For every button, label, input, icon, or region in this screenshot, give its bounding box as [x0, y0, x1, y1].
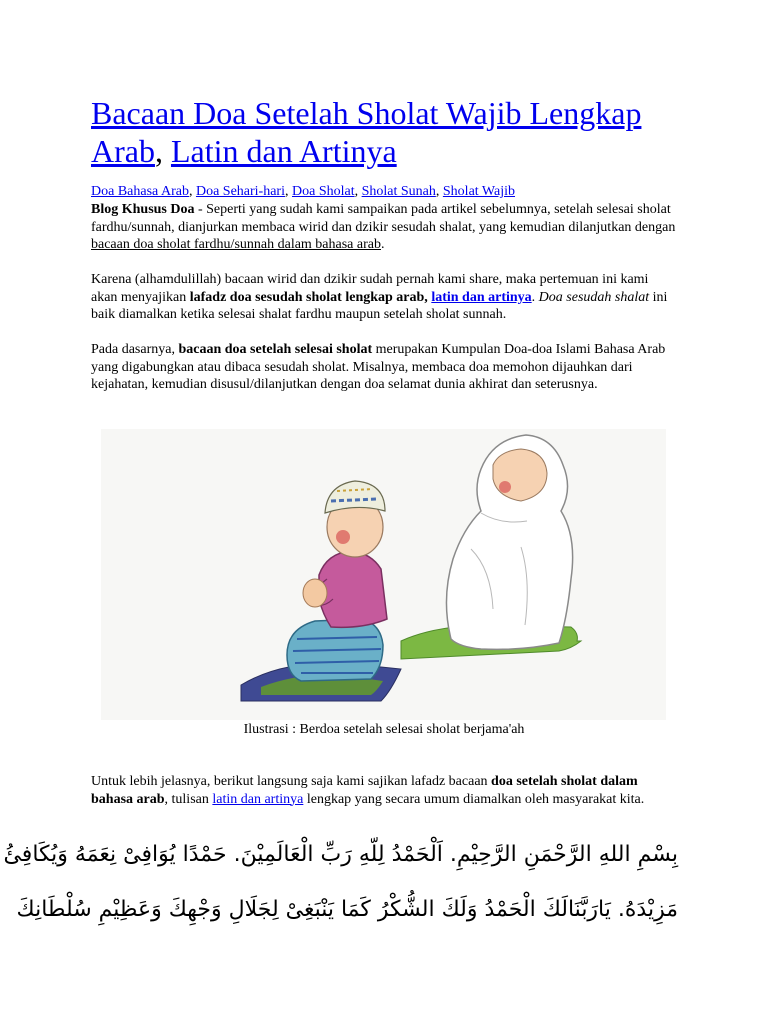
category-sep: ,: [285, 184, 292, 199]
title-link-latin[interactable]: Latin dan Artinya: [170, 133, 397, 169]
article-title: [91, 94, 691, 170]
illustration-praying-children: [101, 429, 666, 720]
category-doa-sehari-hari[interactable]: Doa Sehari-hari: [195, 184, 285, 199]
second-paragraph: [91, 271, 676, 324]
p3-text-1: Pada dasarnya,: [91, 342, 179, 357]
p4-bold-phrase: doa setelah sholat dalam bahasa arab: [91, 774, 638, 807]
p4-text-3: lengkap yang secara umum diamalkan oleh masyarakat kita.: [303, 791, 645, 807]
p2-text-1: Karena (alhamdulillah) bacaan wirid dan dzikir sudah pernah kami share, maka pertemuan ini kami akan menyajikan: [91, 272, 649, 305]
illustration-drawing: [101, 429, 666, 720]
title-link-arab[interactable]: Bacaan Doa Setelah Sholat Wajib Lengkap Arab: [91, 95, 642, 169]
category-doa-bahasa-arab[interactable]: Doa Bahasa Arab: [91, 184, 189, 199]
arabic-prayer-line-1: بِسْمِ اللهِ الرَّحْمَنِ الرَّحِيْمِ. اَلْحَمْدُ لِلّهِ رَبِّ الْعَالَمِيْنَ. حَمْدًا يُوَافِىْ نِعَمَهُ وَيُكَافِئُ: [3, 842, 678, 867]
p4-text-1: Untuk lebih jelasnya, berikut langsung saja kami sajikan lafadz bacaan: [91, 774, 492, 789]
p2-bold-phrase: lafadz doa sesudah sholat lengkap arab,: [189, 289, 428, 305]
title-separator: ,: [154, 133, 171, 169]
category-sholat-sunah[interactable]: Sholat Sunah: [361, 184, 436, 199]
arabic-prayer-line-2: مَزِيْدَهُ. يَارَبَّنَالَكَ الْحَمْدُ وَلَكَ الشُّكْرُ كَمَا يَنْبَغِىْ لِجَلَالِ وَجْهِكَ وَعَظِيْمِ سُلْطَانِكَ: [16, 897, 678, 922]
blog-name: Blog Khusus Doa: [91, 202, 195, 217]
category-sholat-wajib[interactable]: Sholat Wajib: [442, 184, 516, 199]
p2-dot: .: [531, 289, 539, 305]
p4-latin-link[interactable]: latin dan artinya: [212, 791, 304, 807]
category-sep: ,: [354, 184, 362, 199]
p2-latin-link[interactable]: latin dan artinya: [431, 289, 532, 305]
p2-text-2: ini baik diamalkan ketika selesai shalat fardhu maupun setelah sholat sunnah.: [91, 289, 668, 322]
p2-italic-phrase: Doa sesudah shalat: [538, 289, 650, 305]
illustration-caption: Ilustrasi : Berdoa setelah selesai sholat berjama'ah: [243, 722, 525, 737]
category-links: [91, 183, 515, 200]
p3-text-2: merupakan Kumpulan Doa-doa Islami Bahasa Arab yang digabungkan atau dibaca sesudah sholat. Misalnya, membaca doa memohon dijauhkan dari kejahatan, kemudian disusul/dilanjutkan dengan doa selamat dunia akhirat dan seterusnya.: [91, 342, 666, 392]
category-sep: ,: [435, 184, 443, 199]
category-doa-sholat[interactable]: Doa Sholat: [292, 184, 355, 199]
intro-underlined-phrase: bacaan doa sholat fardhu/sunnah dalam bahasa arab: [91, 237, 381, 252]
intro-end: .: [381, 237, 385, 252]
intro-text: - Seperti yang sudah kami sampaikan pada artikel sebelumnya, setelah selesai sholat fardhu/sunnah, dianjurkan membaca wirid dan dzikir sesudah shalat, yang kemudian dilanjutkan dengan: [91, 202, 676, 235]
p4-text-2: , tulisan: [164, 791, 213, 807]
third-paragraph: [91, 341, 676, 394]
p3-bold-phrase: bacaan doa setelah selesai sholat: [178, 342, 373, 357]
fourth-paragraph: [91, 773, 676, 808]
category-sep: ,: [188, 184, 196, 199]
intro-paragraph: [91, 201, 676, 254]
